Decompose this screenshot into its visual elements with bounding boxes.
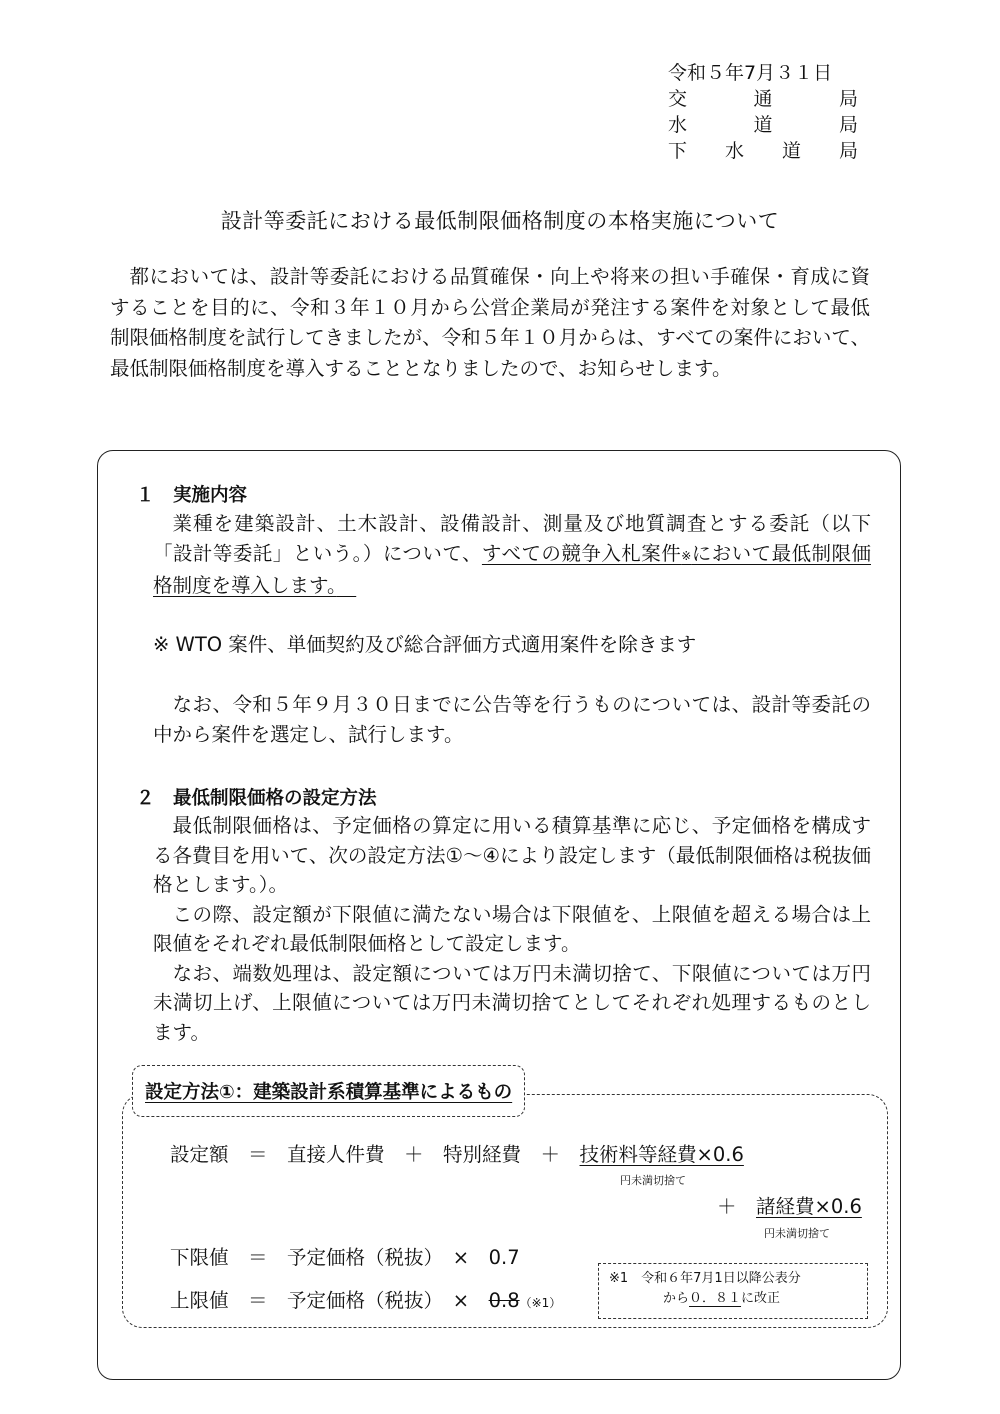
section1-paragraph1 — [153, 509, 871, 601]
issuer-char: 交 — [668, 88, 688, 110]
formula-part: 設定額 ＝ 直接人件費 ＋ 特別経費 ＋ — [170, 1143, 580, 1166]
section1-text-c: において最低制限価格制度を導入します。 — [153, 541, 871, 597]
section1-mark: ※ — [681, 548, 692, 563]
section1-note: ※ WTO 案件、単価契約及び総合評価方式適用案件を除きます — [153, 633, 697, 656]
issuer-sewerage — [668, 138, 858, 164]
issuer-char: 道 — [781, 140, 801, 162]
formula-upper-limit — [170, 1285, 561, 1313]
issuer-transport — [668, 86, 858, 112]
section2-para3: なお、端数処理は、設定額については万円未満切捨て、下限値については万円未満切上げ、上限値については万円未満切捨てとしてそれぞれ処理するものとします。 — [153, 961, 871, 1044]
issuer-char: 局 — [838, 88, 858, 110]
issuer-block — [668, 60, 858, 164]
issuer-char: 水 — [668, 114, 688, 136]
section1-text-a: 業種を建築設計、土木設計、設備設計、測量及び地質調査とする委託（以下「設計等委託」という。）について、 — [153, 512, 871, 565]
issuer-water — [668, 112, 858, 138]
method1-label-text: 設定方法①：建築設計系積算基準によるもの — [145, 1082, 513, 1103]
issuer-char: 局 — [838, 140, 858, 162]
revision-note-line2 — [609, 1289, 867, 1309]
revision-text: から — [663, 1291, 690, 1306]
section1-text-b: すべての競争入札案件 — [481, 541, 682, 565]
section1-paragraph2 — [153, 690, 871, 749]
issue-date: 令和５年7月３１日 — [668, 62, 833, 84]
intro-paragraph — [110, 262, 870, 384]
formula-old-ratio: 0.8 — [488, 1289, 520, 1312]
section2-para1: 最低制限価格は、予定価格の算定に用いる積算基準に応じ、予定価格を構成する各費目を用いて、次の設定方法①～④により設定します（最低制限価格は税抜価格とします。）。 — [153, 814, 871, 896]
section2-heading: ２ 最低制限価格の設定方法 — [136, 788, 377, 809]
revision-new-ratio: ０．８１ — [689, 1291, 742, 1306]
section1-heading: １ 実施内容 — [136, 485, 248, 506]
issuer-char: 局 — [838, 114, 858, 136]
method1-label — [132, 1065, 525, 1117]
document-title: 設計等委託における最低制限価格制度の本格実施について — [220, 209, 780, 233]
formula-lower-limit: 下限値 ＝ 予定価格（税抜） × 0.7 — [170, 1246, 520, 1269]
formula-setting-amount — [170, 1139, 744, 1167]
issuer-char: 水 — [724, 140, 744, 162]
formula-part: 上限値 ＝ 予定価格（税抜） × — [170, 1289, 489, 1312]
formula-tech-fee: 技術料等経費×0.6 — [579, 1143, 744, 1166]
revision-note-line1: ※1 令和６年7月1日以降公表分 — [609, 1271, 801, 1286]
section1-para2-text: なお、令和５年９月３０日までに公告等を行うものについては、設計等委託の中から案件を選定し、試行します。 — [153, 693, 871, 746]
rounding-note-1: 円未満切捨て — [620, 1174, 686, 1187]
section2-para2: この際、設定額が下限値に満たない場合は下限値を、上限値を超える場合は上限値をそれぞれ最低制限価格として設定します。 — [153, 902, 871, 955]
formula-ref-mark: （※1） — [519, 1296, 562, 1310]
formula-line2 — [717, 1191, 862, 1219]
revision-note — [598, 1263, 868, 1319]
issuer-char: 下 — [668, 140, 688, 162]
formula-misc-fee: 諸経費×0.6 — [756, 1195, 862, 1218]
rounding-note-2: 円未満切捨て — [764, 1227, 830, 1240]
intro-text: 都においては、設計等委託における品質確保・向上や将来の担い手確保・育成に資することを目的に、令和３年１０月から公営企業局が発注する案件を対象として最低制限価格制度を試行してきましたが、令和５年１０月からは、すべての案件において、最低制限価格制度を導入することとなりましたので、お知らせします。 — [110, 265, 870, 380]
issuer-char: 通 — [753, 88, 773, 110]
issuer-char: 道 — [753, 114, 773, 136]
section2-body — [153, 811, 871, 1047]
formula-plus: ＋ — [717, 1195, 757, 1218]
revision-text: に改正 — [741, 1291, 781, 1306]
